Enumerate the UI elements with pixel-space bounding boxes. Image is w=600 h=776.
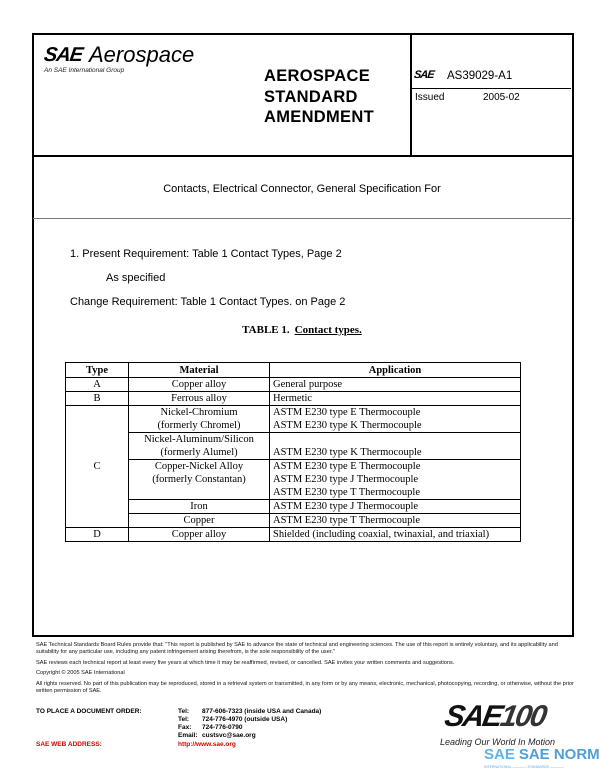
logo-subtitle: An SAE International Group [44, 67, 125, 74]
doc-kind-line: STANDARD [264, 87, 358, 106]
contact-tel-intl [178, 716, 287, 723]
rights-notice: All rights reserved. No part of this publication may be reproduced, stored in a retrieval system or transmitted, in any form or by any means, electronic, mechanical, photocopying, recording, or otherwise, without the prior written permission of SAE. [36, 681, 574, 694]
issued-date: 2005-02 [483, 92, 520, 103]
type-cell: C [66, 406, 129, 528]
change-requirement: Change Requirement: Table 1 Contact Types. on Page 2 [70, 296, 346, 308]
application-line [273, 433, 517, 446]
table-row [66, 392, 521, 406]
sae100-logo-icon [442, 700, 548, 734]
application-line: ASTM E230 type J Thermocouple [273, 474, 419, 485]
table-header-row [66, 363, 521, 378]
material-line: Copper-Nickel Alloy [154, 461, 244, 472]
material-line: (formerly Constantan) [152, 474, 246, 485]
watermark-text: SAE NORM [518, 746, 600, 763]
header-divider-vertical [410, 33, 412, 156]
type-cell: B [66, 392, 129, 406]
contact-email[interactable] [178, 732, 256, 739]
table-caption [33, 324, 571, 336]
sae100-text: SAE [442, 700, 504, 733]
contact-types-table [65, 362, 521, 542]
contact-tel-domestic [178, 708, 321, 715]
sae-mark-icon: SAE [413, 69, 435, 81]
doc-kind-line: AEROSPACE [264, 67, 370, 85]
application-cell: ASTM E230 type J Thermocouple [270, 500, 521, 514]
contact-fax [178, 724, 242, 731]
table-row [66, 514, 521, 528]
sae-norm-watermark-icon [484, 746, 600, 763]
doc-number-divider [411, 88, 571, 89]
application-line: ASTM E230 type E Thermocouple [273, 461, 421, 472]
material-line: (formerly Chromel) [157, 420, 241, 431]
standards-board-rules: SAE Technical Standards Board Rules provide that: "This report is published by SAE to advance the state of technical and engineering sciences. The use of this report is entirely voluntary, and its applicability and suitability for any particular use, including any patent infringement arising therefrom, is the sole responsibility of the user." [36, 642, 558, 655]
copyright: Copyright © 2005 SAE International [36, 670, 125, 676]
watermark-mark: SAE [484, 746, 515, 763]
material-cell [129, 433, 270, 460]
application-cell: ASTM E230 type T Thermocouple [270, 514, 521, 528]
table-row [66, 433, 521, 460]
material-line: Nickel-Aluminum/Silicon [144, 434, 254, 445]
application-cell [270, 460, 521, 500]
material-cell [129, 460, 270, 500]
contact-key: Fax: [178, 724, 192, 731]
header-material: Material [129, 363, 270, 378]
web-url-link[interactable]: http://www.sae.org [178, 741, 236, 748]
application-line: ASTM E230 type K Thermocouple [273, 420, 422, 431]
contact-key: Email: [178, 732, 198, 739]
document-number: AS39029-A1 [447, 70, 513, 82]
type-cell: D [66, 528, 129, 542]
application-line: ASTM E230 type T Thermocouple [273, 487, 420, 498]
table-row [66, 406, 521, 433]
header-type: Type [66, 363, 129, 378]
table-row [66, 460, 521, 500]
issued-label: Issued [415, 92, 445, 103]
material-line: (formerly Alumel) [160, 447, 238, 458]
application-line: ASTM E230 type K Thermocouple [273, 447, 422, 458]
contact-value: 724-776-4970 (outside USA) [202, 716, 288, 723]
application-cell: Hermetic [270, 392, 521, 406]
contact-value: 724-776-0790 [202, 724, 243, 731]
order-label: TO PLACE A DOCUMENT ORDER: [36, 708, 142, 715]
material-cell: Copper alloy [129, 528, 270, 542]
material-line: Nickel-Chromium [160, 407, 238, 418]
table-row [66, 500, 521, 514]
header-divider-horizontal [32, 155, 572, 157]
material-cell: Iron [129, 500, 270, 514]
review-notice: SAE reviews each technical report at least every five years at which time it may be reaffirmed, revised, or cancelled. SAE invites your written comments and suggestions. [36, 660, 455, 666]
aerospace-logo-text: Aerospace [89, 42, 195, 67]
application-cell [270, 406, 521, 433]
table-row [66, 378, 521, 392]
material-cell [129, 406, 270, 433]
material-line [132, 486, 266, 499]
document-title: Contacts, Electrical Connector, General Specification For [163, 183, 441, 195]
doc-kind-line: AMENDMENT [264, 108, 374, 126]
material-cell: Copper [129, 514, 270, 528]
table-caption-number: TABLE 1. [242, 324, 290, 336]
material-cell: Ferrous alloy [129, 392, 270, 406]
tagline: Leading Our World In Motion [440, 737, 556, 747]
contact-value: 877-606-7323 (inside USA and Canada) [202, 708, 322, 715]
web-address-label: SAE WEB ADDRESS: [36, 741, 102, 748]
table-caption-title: Contact types. [294, 324, 362, 336]
watermark-subtitle: INTERNATIONAL ———— STANDARDS ———— [484, 765, 564, 769]
as-specified: As specified [106, 272, 166, 284]
contact-key: Tel: [178, 716, 190, 723]
application-cell [270, 433, 521, 460]
contact-key: Tel: [178, 708, 190, 715]
material-cell: Copper alloy [129, 378, 270, 392]
application-cell: Shielded (including coaxial, twinaxial, and triaxial) [270, 528, 521, 542]
title-divider [33, 218, 571, 219]
sae100-number: 100 [497, 700, 548, 733]
application-line: ASTM E230 type E Thermocouple [273, 407, 421, 418]
application-cell: General purpose [270, 378, 521, 392]
present-requirement: 1. Present Requirement: Table 1 Contact Types, Page 2 [70, 248, 342, 260]
type-cell: A [66, 378, 129, 392]
header-application: Application [270, 363, 521, 378]
sae-logo-icon: SAE [42, 44, 84, 66]
table-row [66, 528, 521, 542]
document-kind [264, 66, 374, 128]
email-link[interactable]: custsvc@sae.org [202, 732, 256, 739]
